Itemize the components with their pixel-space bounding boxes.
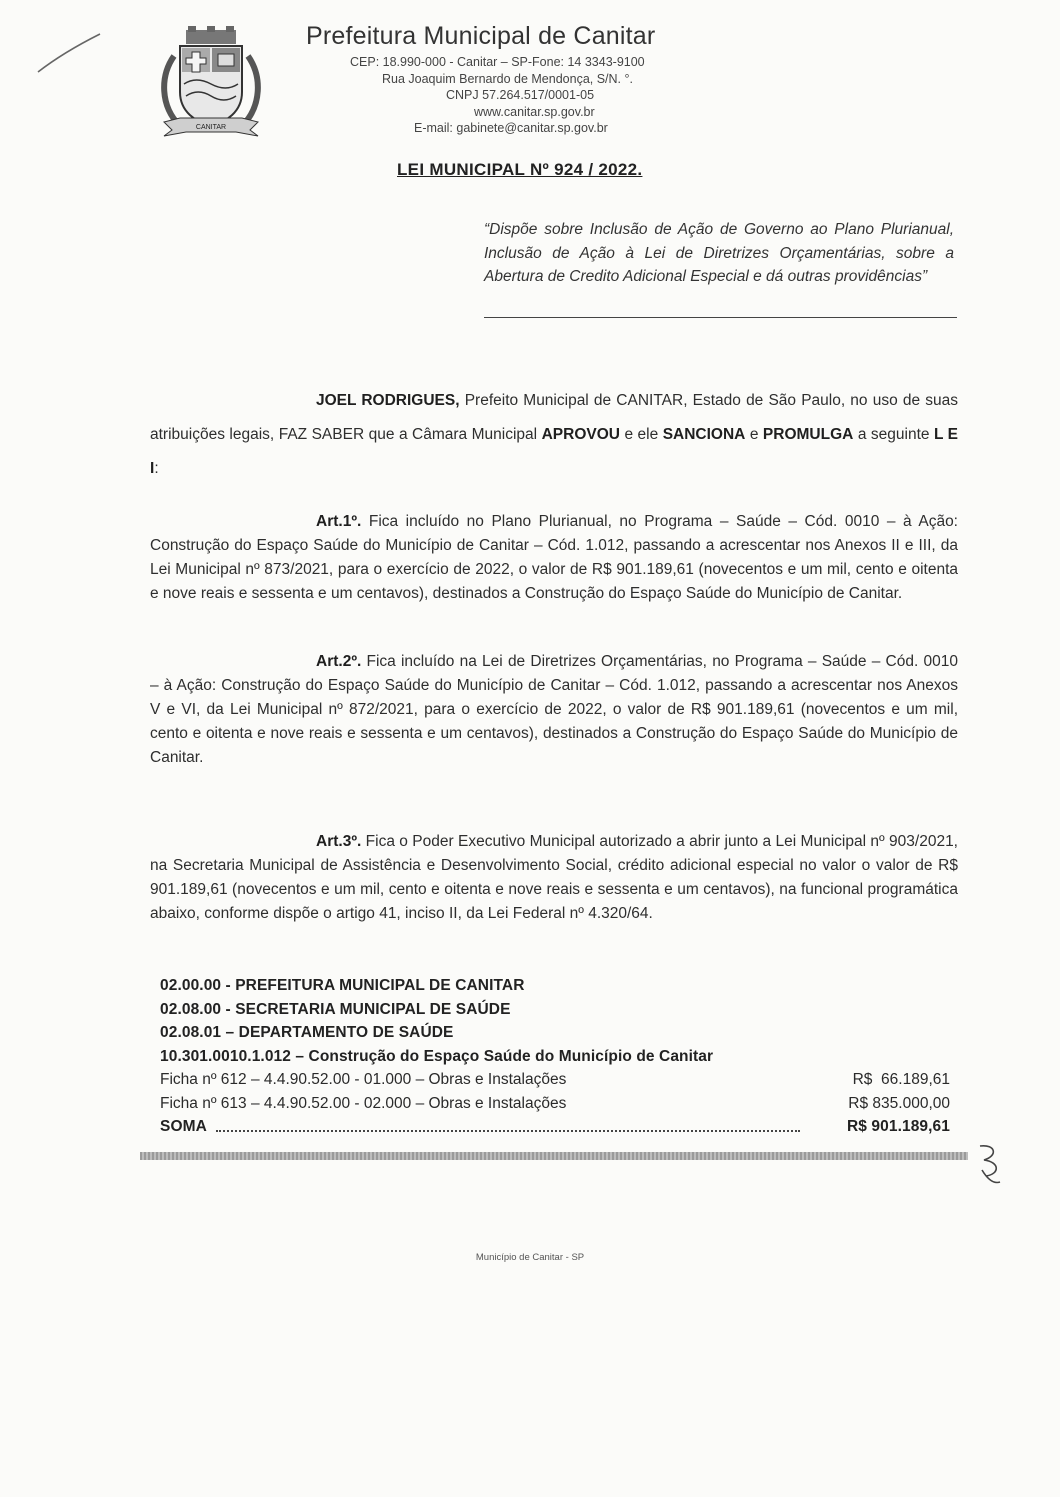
dotation-row-label: Ficha nº 613 – 4.4.90.52.00 - 02.000 – Obras e Instalações — [160, 1094, 567, 1112]
dotation-row-value: R$ 66.189,61 — [852, 1071, 950, 1088]
article-label: Art.3º. — [316, 833, 362, 850]
law-title: LEI MUNICIPAL Nº 924 / 2022. — [397, 160, 643, 179]
dotation-row-value: R$ 835.000,00 — [848, 1094, 950, 1112]
dotation-heading: 02.08.00 - SECRETARIA MUNICIPAL DE SAÚDE — [160, 1000, 511, 1018]
municipal-crest-icon — [156, 26, 266, 138]
dotation-row — [160, 1068, 950, 1092]
dotation-total-row — [160, 1115, 950, 1139]
dotted-leader — [216, 1130, 800, 1132]
article-label: Art.2º. — [316, 653, 362, 670]
signature-initials — [974, 1140, 1004, 1186]
cnpj: CNPJ 57.264.517/0001-05 — [446, 88, 595, 102]
article-text: Fica incluído na Lei de Diretrizes Orçamentárias, no Programa – Saúde – Cód. 0010 – à Ação: Construção do Espaço Saúde do Município de Canitar – Cód. 1.012, passando a acrescentar nos Anexos V e VI, da Lei Municipal nº 872/2021, para o exercício de 2022, o valor de R$ 901.189,61 (novecentos e um mil, cento e oitenta e nove reais e sessenta e um centavos), destinados a Construção do Espaço Saúde do Município de Canitar. — [150, 653, 958, 766]
ementa-underline — [484, 317, 957, 318]
total-label: SOMA — [160, 1118, 207, 1135]
org-name: Prefeitura Municipal de Canitar — [306, 22, 656, 50]
bottom-divider — [140, 1152, 968, 1160]
mayor-name: JOEL RODRIGUES, — [316, 392, 460, 409]
address-line-2: Rua Joaquim Bernardo de Mendonça, S/N. °. — [382, 72, 633, 86]
article-1 — [150, 510, 958, 606]
article-text: Fica incluído no Plano Plurianual, no Programa – Saúde – Cód. 0010 – à Ação: Construção do Espaço Saúde do Município de Canitar – Cód. 1.012, passando a acrescentar nos Anexos II e III, da Lei Municipal nº 873/2021, para o exercício de 2022, o valor de R$ 901.189,61 (novecentos e um mil, cento e oitenta e nove reais e sessenta e um centavos), destinados a Construção do Espaço Saúde do Município de Canitar. — [150, 513, 958, 602]
dotation-row — [160, 1092, 950, 1116]
law-ementa: “Dispõe sobre Inclusão de Ação de Governo ao Plano Plurianual, Inclusão de Ação à Lei de Diretrizes Orçamentárias, sobre a Abertura de Credito Adicional Especial e dá outras providências” — [484, 221, 954, 285]
total-value: R$ 901.189,61 — [847, 1118, 950, 1135]
article-2 — [150, 650, 958, 770]
email: E-mail: gabinete@canitar.sp.gov.br — [414, 121, 608, 135]
budget-dotation — [160, 974, 950, 1139]
preamble: JOEL RODRIGUES, Prefeito Municipal de CANITAR, Estado de São Paulo, no uso de suas atribuições legais, FAZ SABER que a Câmara Municipal APROVOU e ele SANCIONA e PROMULGA a seguinte L E I: — [150, 392, 958, 477]
dotation-row-label: Ficha nº 612 – 4.4.90.52.00 - 01.000 – Obras e Instalações — [160, 1071, 567, 1088]
pen-mark — [36, 30, 102, 76]
dotation-heading: 02.00.00 - PREFEITURA MUNICIPAL DE CANITAR — [160, 977, 525, 994]
article-label: Art.1º. — [316, 513, 362, 530]
address-line-1: CEP: 18.990-000 - Canitar – SP-Fone: 14 3343-9100 — [350, 55, 645, 69]
dotation-heading: 02.08.01 – DEPARTAMENTO DE SAÚDE — [160, 1024, 454, 1041]
dotation-heading: 10.301.0010.1.012 – Construção do Espaço Saúde do Município de Canitar — [160, 1047, 714, 1065]
crest-banner-text: CANITAR — [195, 124, 227, 131]
article-text: Fica o Poder Executivo Municipal autorizado a abrir junto a Lei Municipal nº 903/2021, na Secretaria Municipal de Assistência e Desenvolvimento Social, crédito adicional especial no valor o valor de R$ 901.189,61 (novecentos e um mil, cento e oitenta e nove reais e sessenta e um centavos), na funcional programática abaixo, conforme dispõe o artigo 41, inciso II, da Lei Federal nº 4.320/64. — [150, 833, 958, 922]
website: www.canitar.sp.gov.br — [474, 105, 595, 119]
page-footer: Município de Canitar - SP — [475, 1252, 585, 1263]
article-3 — [150, 830, 958, 926]
